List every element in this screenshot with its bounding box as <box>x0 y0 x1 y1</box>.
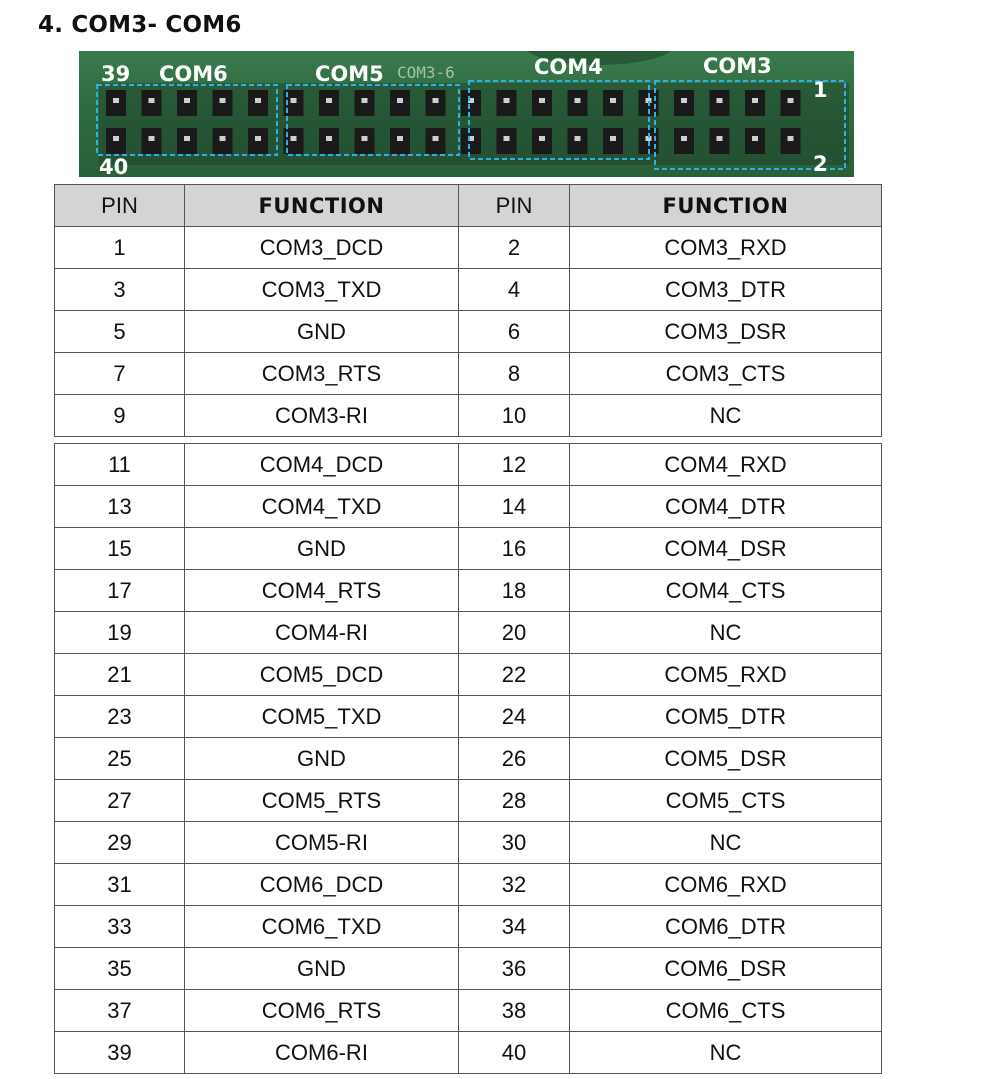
pin-function: COM4_CTS <box>570 570 882 612</box>
pin-number: 12 <box>459 444 570 486</box>
pin-number: 39 <box>55 1032 185 1074</box>
table-row <box>55 395 882 437</box>
table-row <box>55 1032 882 1074</box>
header-function: FUNCTION <box>570 185 882 227</box>
pin-number: 4 <box>459 269 570 311</box>
pin-function: GND <box>185 528 459 570</box>
pin-function: COM6_RTS <box>185 990 459 1032</box>
table-row <box>55 822 882 864</box>
header-function: FUNCTION <box>185 185 459 227</box>
table-header-row <box>55 185 882 227</box>
pin-number: 7 <box>55 353 185 395</box>
section-title: 4. COM3- COM6 <box>38 12 242 38</box>
pin-function: COM6_DTR <box>570 906 882 948</box>
silkscreen-label: COM3-6 <box>397 63 455 82</box>
pin-number: 18 <box>459 570 570 612</box>
table-row <box>55 738 882 780</box>
pin-function: COM5-RI <box>185 822 459 864</box>
pin-number: 33 <box>55 906 185 948</box>
pin-39-label: 39 <box>101 62 131 86</box>
pin-function: COM4_RTS <box>185 570 459 612</box>
pin-number: 16 <box>459 528 570 570</box>
table-row <box>55 486 882 528</box>
pin-function: COM5_RTS <box>185 780 459 822</box>
pin-function: COM4_DSR <box>570 528 882 570</box>
pin-number: 19 <box>55 612 185 654</box>
pin-function: COM6_CTS <box>570 990 882 1032</box>
group-label-com4: COM4 <box>534 55 603 79</box>
pin-function: COM6_RXD <box>570 864 882 906</box>
pin-number: 38 <box>459 990 570 1032</box>
pin-number: 29 <box>55 822 185 864</box>
pin-function: COM4_DTR <box>570 486 882 528</box>
table-row <box>55 864 882 906</box>
pin-number: 22 <box>459 654 570 696</box>
table-row <box>55 227 882 269</box>
pin-number: 31 <box>55 864 185 906</box>
table-row <box>55 780 882 822</box>
pin-number: 20 <box>459 612 570 654</box>
group-label-com5: COM5 <box>315 62 384 86</box>
com-header-photo <box>79 51 854 177</box>
table-row <box>55 269 882 311</box>
pin-number: 37 <box>55 990 185 1032</box>
pin-number: 1 <box>55 227 185 269</box>
pin-function: COM3_DCD <box>185 227 459 269</box>
pin-function: COM3_RXD <box>570 227 882 269</box>
pin-number: 35 <box>55 948 185 990</box>
pin-number: 25 <box>55 738 185 780</box>
pin-function: COM5_TXD <box>185 696 459 738</box>
header-pin: PIN <box>55 185 185 227</box>
pin-function: COM6_DSR <box>570 948 882 990</box>
pin-number: 24 <box>459 696 570 738</box>
pin-function: COM5_RXD <box>570 654 882 696</box>
pin-function: COM4_DCD <box>185 444 459 486</box>
group-label-com6: COM6 <box>159 62 228 86</box>
pin-function: GND <box>185 738 459 780</box>
pin-function: COM6_TXD <box>185 906 459 948</box>
pin-function: NC <box>570 395 882 437</box>
pin-function: COM6-RI <box>185 1032 459 1074</box>
pin-number: 23 <box>55 696 185 738</box>
table-row <box>55 948 882 990</box>
pin-number: 15 <box>55 528 185 570</box>
pin-number: 32 <box>459 864 570 906</box>
pin-number: 11 <box>55 444 185 486</box>
pin-number: 27 <box>55 780 185 822</box>
pin-function: COM3_CTS <box>570 353 882 395</box>
table-row <box>55 311 882 353</box>
table-row <box>55 906 882 948</box>
table-row <box>55 990 882 1032</box>
pin-number: 3 <box>55 269 185 311</box>
pin-function: COM4_TXD <box>185 486 459 528</box>
table-row <box>55 570 882 612</box>
table-row <box>55 444 882 486</box>
pin-number: 14 <box>459 486 570 528</box>
table-row <box>55 696 882 738</box>
pin-function: COM5_DCD <box>185 654 459 696</box>
pin-number: 17 <box>55 570 185 612</box>
header-pin: PIN <box>459 185 570 227</box>
pin-function: COM3_RTS <box>185 353 459 395</box>
pin-table-com4-com6 <box>54 443 882 1074</box>
pin-2-label: 2 <box>813 152 828 176</box>
pin-number: 40 <box>459 1032 570 1074</box>
pin-function: COM3_TXD <box>185 269 459 311</box>
table-row <box>55 612 882 654</box>
pin-number: 9 <box>55 395 185 437</box>
table-row <box>55 528 882 570</box>
pin-function: COM5_DTR <box>570 696 882 738</box>
pin-number: 30 <box>459 822 570 864</box>
pin-function: NC <box>570 612 882 654</box>
pin-number: 2 <box>459 227 570 269</box>
table-row <box>55 353 882 395</box>
pin-number: 13 <box>55 486 185 528</box>
pin-function: GND <box>185 311 459 353</box>
pin-number: 28 <box>459 780 570 822</box>
pin-number: 6 <box>459 311 570 353</box>
pin-40-label: 40 <box>99 155 129 177</box>
pin-function: GND <box>185 948 459 990</box>
pin-function: COM3_DTR <box>570 269 882 311</box>
pin-number: 34 <box>459 906 570 948</box>
pin-1-label: 1 <box>813 78 828 102</box>
pin-function: NC <box>570 822 882 864</box>
pin-number: 21 <box>55 654 185 696</box>
table-row <box>55 654 882 696</box>
pin-function: COM4-RI <box>185 612 459 654</box>
pin-number: 5 <box>55 311 185 353</box>
pin-function: NC <box>570 1032 882 1074</box>
pin-function: COM3_DSR <box>570 311 882 353</box>
pin-number: 8 <box>459 353 570 395</box>
pin-function: COM5_DSR <box>570 738 882 780</box>
pin-number: 36 <box>459 948 570 990</box>
pin-table-com3 <box>54 184 882 437</box>
pin-number: 26 <box>459 738 570 780</box>
pin-function: COM6_DCD <box>185 864 459 906</box>
pin-function: COM5_CTS <box>570 780 882 822</box>
group-label-com3: COM3 <box>703 54 772 78</box>
pin-function: COM3-RI <box>185 395 459 437</box>
pin-function: COM4_RXD <box>570 444 882 486</box>
pin-number: 10 <box>459 395 570 437</box>
